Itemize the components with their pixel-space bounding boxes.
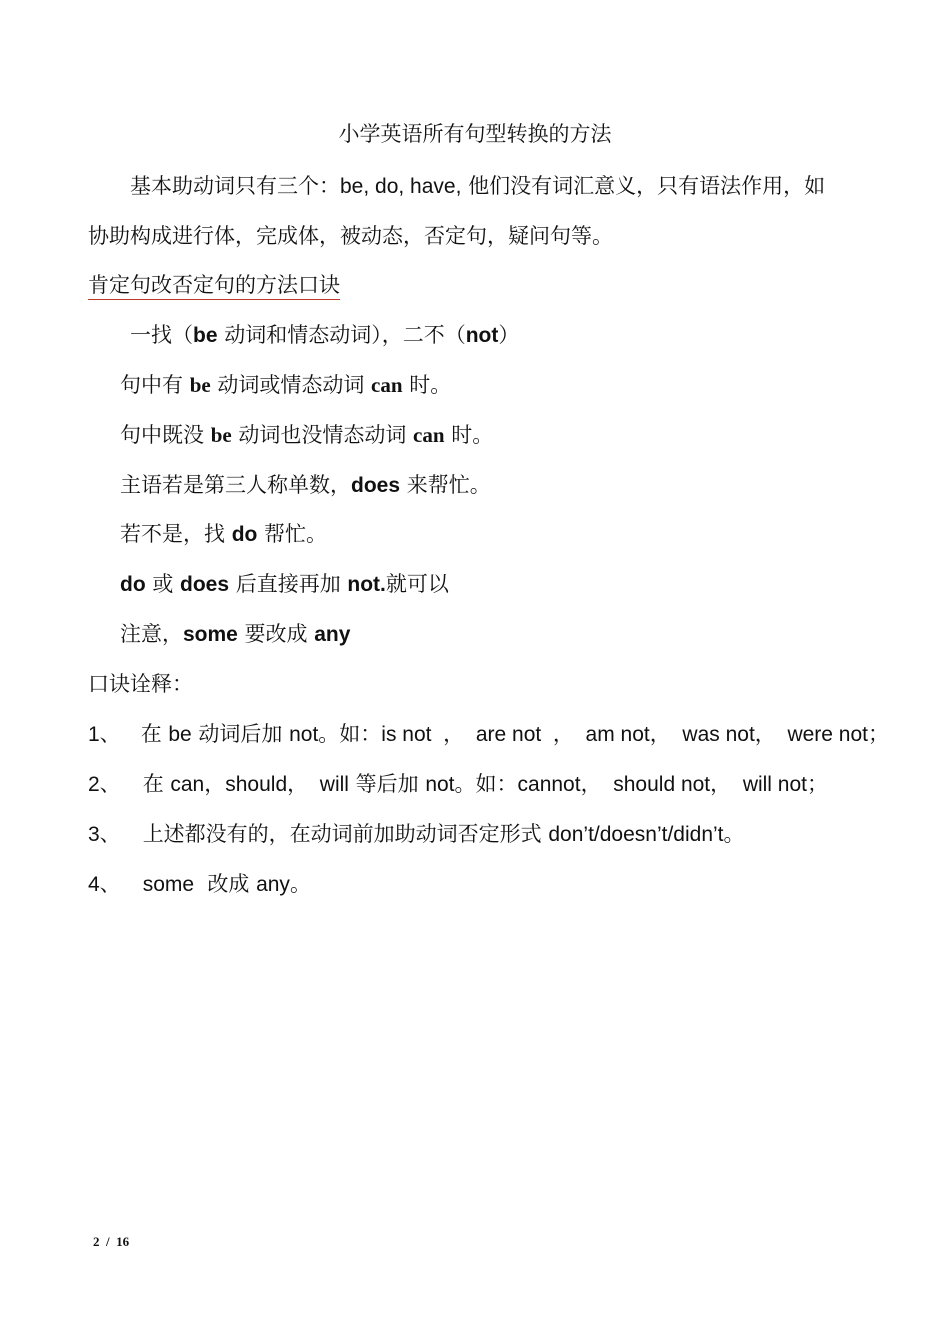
list-number: 3、 <box>88 823 121 846</box>
explanation-text: 。 <box>723 822 745 846</box>
rhyme-line-5 <box>120 520 327 549</box>
section-heading <box>88 271 340 299</box>
rhyme-text: 帮忙。 <box>257 522 328 546</box>
explanation-item-3 <box>88 820 745 849</box>
list-number: 2、 <box>88 773 121 796</box>
list-number: 1、 <box>88 723 121 746</box>
page-title: 小学英语所有句型转换的方法 <box>338 122 612 146</box>
rhyme-keyword: does <box>180 573 230 596</box>
explanation-text: 。如： <box>454 772 518 796</box>
rhyme-text: 若不是，找 <box>120 522 232 546</box>
rhyme-keyword: some <box>183 623 238 646</box>
explanation-item-1 <box>88 720 889 749</box>
rhyme-text: 或 <box>145 572 181 596</box>
explanation-text: ； <box>868 722 889 746</box>
rhyme-line-2 <box>120 371 451 399</box>
rhyme-keyword: can <box>371 373 403 397</box>
explanation-text: 在 <box>142 772 171 796</box>
rhyme-text: 一找（ <box>130 323 193 347</box>
explanation-examples: cannot， should not， will not <box>517 773 808 796</box>
rhyme-text: 要改成 <box>237 622 315 646</box>
rhyme-text: 时。 <box>402 373 452 397</box>
intro-text: 他们没有词汇意义，只有语法作用，如 <box>461 174 826 198</box>
rhyme-keyword: do <box>231 523 258 546</box>
explanation-keyword: any <box>256 873 290 896</box>
explanation-text: 在 <box>140 722 169 746</box>
explanation-text: 。 <box>289 872 311 896</box>
explanation-keyword: can <box>170 773 205 796</box>
explanation-keyword: some <box>142 873 195 896</box>
intro-verbs: be, do, have, <box>340 175 462 198</box>
explanation-label: 口诀诠释： <box>88 672 193 696</box>
rhyme-text: 主语若是第三人称单数， <box>120 473 351 497</box>
rhyme-text: 动词也没情态动词 <box>231 423 414 447</box>
page-number: 2 / 16 <box>93 1234 130 1249</box>
rhyme-line-3 <box>120 421 493 449</box>
rhyme-text: 后直接再加 <box>229 572 348 596</box>
explanation-text: 动词后加 <box>191 722 290 746</box>
rhyme-line-4 <box>120 471 491 500</box>
intro-text: 基本助动词只有三个： <box>130 174 340 198</box>
rhyme-line-6 <box>120 570 449 599</box>
explanation-text: 等后加 <box>348 772 426 796</box>
explanation-text: 。如： <box>318 722 382 746</box>
rhyme-line-7 <box>120 620 350 649</box>
intro-line-1 <box>130 172 825 201</box>
explanation-keyword: should， will <box>225 773 349 796</box>
rhyme-keyword: be <box>193 324 218 347</box>
rhyme-text: ） <box>498 323 520 347</box>
rhyme-text: 句中有 <box>120 373 190 397</box>
rhyme-text: 动词或情态动词 <box>210 373 372 397</box>
explanation-text: ， <box>204 772 226 796</box>
intro-line-2: 协助构成进行体，完成体，被动态，否定句，疑问句等。 <box>88 224 613 248</box>
explanation-keyword: not <box>289 723 319 746</box>
rhyme-keyword: not <box>465 324 499 347</box>
rhyme-keyword: be <box>210 423 232 447</box>
explanation-keyword: be <box>168 723 192 746</box>
rhyme-text: 句中既没 <box>120 423 211 447</box>
rhyme-keyword: can <box>413 423 445 447</box>
rhyme-text: 注意， <box>120 622 183 646</box>
rhyme-keyword: do <box>120 573 146 596</box>
explanation-keyword: not <box>425 773 455 796</box>
explanation-keyword: don’t/doesn’t/didn’t <box>548 823 724 846</box>
explanation-text: ； <box>807 772 829 796</box>
explanation-item-2 <box>88 770 828 799</box>
explanation-text: 改成 <box>194 872 257 896</box>
rhyme-line-1 <box>130 321 519 350</box>
list-number: 4、 <box>88 873 121 896</box>
rhyme-text: 来帮忙。 <box>400 473 491 497</box>
rhyme-keyword: be <box>189 373 211 397</box>
rhyme-keyword: does <box>351 474 401 497</box>
rhyme-text: 就可以 <box>385 572 449 596</box>
rhyme-keyword: not. <box>347 573 386 596</box>
rhyme-keyword: any <box>314 623 351 646</box>
rhyme-text: 时。 <box>444 423 494 447</box>
rhyme-text: 动词和情态动词），二不（ <box>217 323 466 347</box>
explanation-examples: is not ， are not ， am not， was not， were not <box>381 723 868 746</box>
explanation-text: 上述都没有的，在动词前加助动词否定形式 <box>142 822 549 846</box>
section-heading-text: 肯定句改否定句的方法口诀 <box>88 273 340 300</box>
explanation-item-4 <box>88 870 311 899</box>
